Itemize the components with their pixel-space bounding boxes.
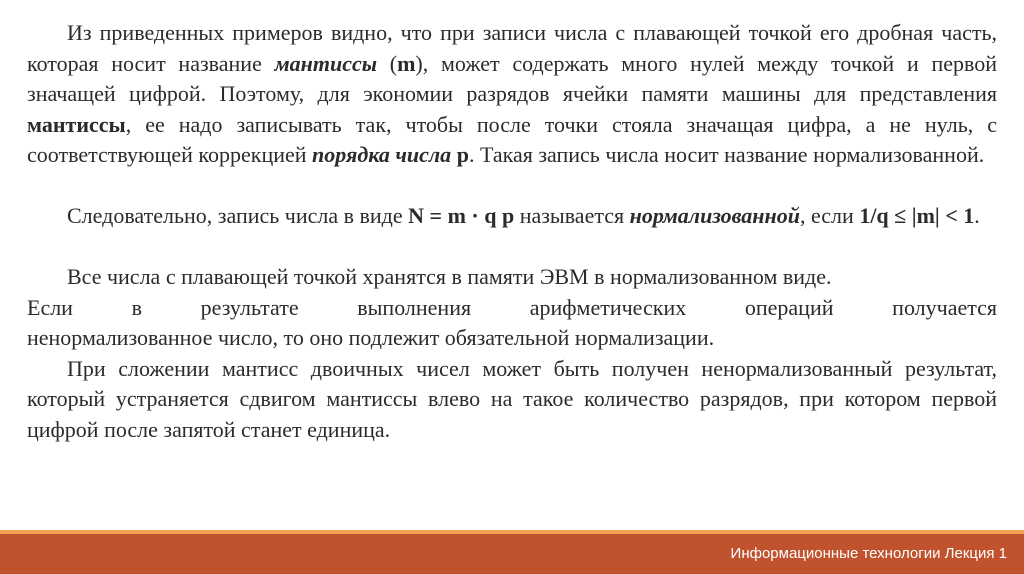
p1-text-1: Из приведенных примеров видно, что при записи числа с плавающей точкой его дробная часть, которая носит название bbox=[27, 20, 997, 76]
p2-text-2: называется bbox=[514, 203, 630, 228]
mantissa-term: мантиссы bbox=[274, 50, 378, 76]
p1-text-6: . Такая запись числа носит название нормализованной. bbox=[468, 142, 985, 167]
normalized-formula: N = m · q p bbox=[408, 203, 515, 228]
m-symbol: m bbox=[397, 50, 416, 76]
p1-text-2: ( bbox=[377, 50, 398, 76]
p2-text-3: , если bbox=[799, 203, 860, 228]
order-term: порядка числа bbox=[312, 142, 452, 167]
p1-text-4: , ее надо записывать так, чтобы после точки стояла значащая цифра, а не нуль, с соответствующей коррекцией bbox=[27, 111, 997, 167]
paragraph-normalized-storage bbox=[27, 262, 997, 354]
condition-right: < 1 bbox=[939, 203, 975, 228]
normalized-term: нормализованной bbox=[629, 203, 800, 228]
p3-line-3: ненормализованное число, то оно подлежит обязательной нормализации. bbox=[27, 325, 715, 350]
p1-text-3: ), может содержать много нулей между точкой и первой значащей цифрой. Поэтому, для экономии разрядов ячейки памяти машины для представления bbox=[27, 50, 997, 106]
condition-left: 1/q ≤ |m| bbox=[859, 203, 940, 228]
p3-line-1: Все числа с плавающей точкой хранятся в памяти ЭВМ в нормализованном виде. bbox=[67, 264, 832, 289]
slide-body bbox=[27, 18, 997, 445]
p4-text: При сложении мантисс двоичных чисел может быть получен ненормализованный результат, который устраняется сдвигом мантиссы влево на такое количество разрядов, при котором первой цифрой после запятой станет единица. bbox=[27, 355, 997, 442]
p3-line-2: Если в результате выполнения арифметических операций получается bbox=[27, 294, 997, 320]
paragraph-normalized-definition bbox=[27, 201, 997, 232]
p2-text-1: Следовательно, запись числа в виде bbox=[67, 203, 409, 228]
paragraph-mantissa-intro bbox=[27, 18, 997, 171]
p2-text-4: . bbox=[974, 203, 980, 228]
mantissa-bold: мантиссы bbox=[27, 111, 126, 137]
footer-title: Информационные технологии Лекция 1 bbox=[730, 545, 1007, 562]
paragraph-mantissa-addition bbox=[27, 354, 997, 446]
p-symbol: p bbox=[456, 142, 469, 167]
